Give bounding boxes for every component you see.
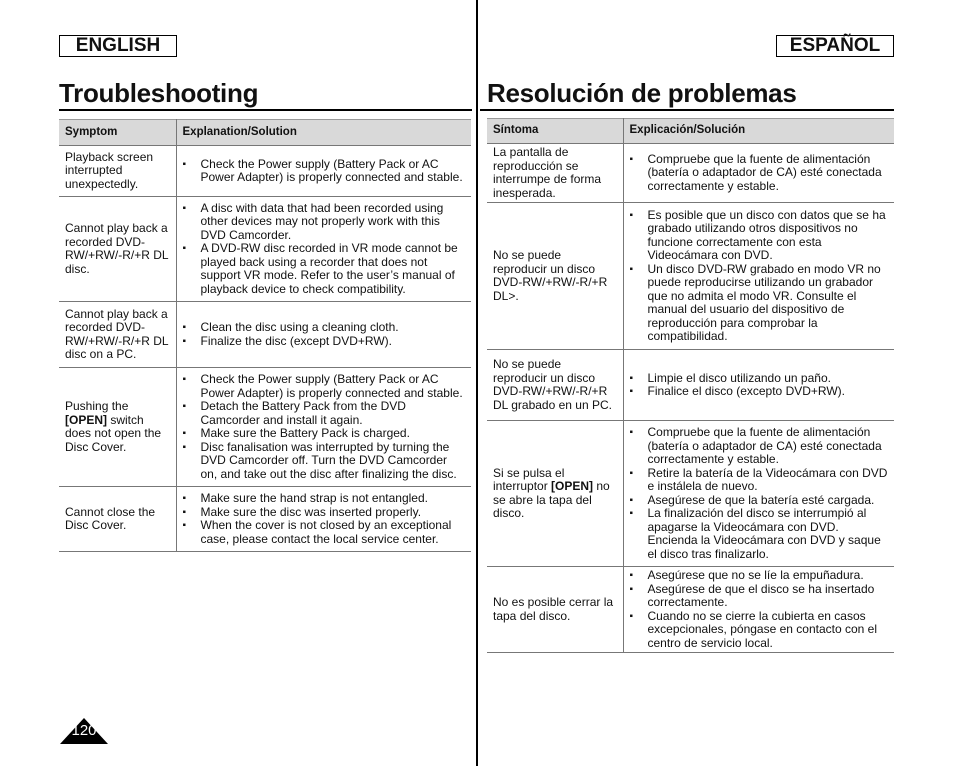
solution-item: ▪ Asegúrese de que el disco se ha insertado correctamente. — [630, 583, 889, 610]
solution-cell — [623, 421, 894, 567]
symptom-text: Playback screen interrupted unexpectedly. — [65, 149, 154, 191]
solution-cell — [623, 567, 894, 653]
solution-list — [183, 373, 466, 481]
solution-item: ▪ Make sure the Battery Pack is charged. — [183, 427, 466, 441]
solution-cell — [176, 302, 471, 368]
table-row — [487, 350, 894, 421]
solution-item: ▪ A DVD-RW disc recorded in VR mode cannot be played back using a recorder that does not support VR mode. Refer to the user’s manual of playback device to check compatibility. — [183, 242, 466, 296]
table-row — [59, 302, 471, 368]
solution-item: ▪ Check the Power supply (Battery Pack or AC Power Adapter) is properly connected and stable. — [183, 373, 466, 400]
solution-cell — [176, 146, 471, 197]
table-row — [487, 421, 894, 567]
symptom-cell — [487, 350, 623, 421]
solution-item: ▪ Compruebe que la fuente de alimentación (batería o adaptador de CA) esté conectada correctamente y estable. — [630, 426, 889, 467]
symptom-cell — [487, 144, 623, 203]
solution-list — [630, 372, 889, 399]
symptom-cell — [487, 203, 623, 350]
solution-list — [183, 158, 466, 185]
title-rule-english — [59, 109, 472, 111]
symptom-cell — [487, 421, 623, 567]
symptom-cell — [59, 368, 176, 487]
table-row — [59, 487, 471, 552]
table-body — [59, 146, 471, 552]
solution-cell — [623, 144, 894, 203]
espanol-label: ESPAÑOL — [776, 35, 894, 57]
table-row — [487, 567, 894, 653]
page-number: 120 — [71, 722, 97, 739]
solution-list — [630, 426, 889, 561]
solution-cell — [176, 197, 471, 302]
solution-cell — [623, 350, 894, 421]
solution-list — [630, 569, 889, 650]
symptom-text: no se abre la tapa del disco. — [493, 479, 610, 520]
solution-list — [630, 209, 889, 344]
solution-list — [183, 492, 466, 546]
troubleshooting-table-spanish — [487, 118, 894, 653]
table-row — [59, 146, 471, 197]
solution-item: ▪ A disc with data that had been recorded using other devices may not properly work with this DVD Camcorder. — [183, 202, 466, 243]
symptom-text: No se puede reproducir un disco DVD-RW/+RW/-R/+R DL>. — [493, 248, 608, 303]
solution-cell — [623, 203, 894, 350]
solution-item: ▪ La finalización del disco se interrumpió al apagarse la Videocámara con DVD. Encienda la Videocámara con DVD y saque el disco tras finalizarlo. — [630, 507, 889, 561]
open-switch-label: [OPEN] — [551, 479, 594, 493]
solution-item: ▪ Cuando no se cierre la cubierta en casos excepcionales, póngase en contacto con el centro de servicio local. — [630, 610, 889, 651]
symptom-cell — [59, 302, 176, 368]
header-symptom: Symptom — [59, 120, 176, 146]
troubleshooting-table-english — [59, 119, 471, 552]
table-body — [487, 144, 894, 653]
solution-item: ▪ Un disco DVD-RW grabado en modo VR no puede reproducirse utilizando un grabador que no admita el modo VR. Consulte el manual del usuario del dispositivo de reproducción para comprobar la compatibilidad. — [630, 263, 889, 344]
symptom-cell — [59, 487, 176, 552]
symptom-cell — [59, 197, 176, 302]
symptom-cell — [59, 146, 176, 197]
table-row — [487, 144, 894, 203]
title-rule-spanish — [480, 109, 894, 111]
page-title-english: Troubleshooting — [59, 78, 259, 108]
symptom-text: No es posible cerrar la tapa del disco. — [493, 595, 614, 623]
page-title-spanish: Resolución de problemas — [487, 78, 797, 108]
header-solucion: Explicación/Solución — [623, 119, 894, 144]
solution-cell — [176, 487, 471, 552]
solution-item: ▪ Detach the Battery Pack from the DVD Camcorder and install it again. — [183, 400, 466, 427]
solution-item: ▪ Clean the disc using a cleaning cloth. — [183, 321, 466, 335]
table-row — [59, 368, 471, 487]
header-solution: Explanation/Solution — [176, 120, 471, 146]
table-row — [487, 203, 894, 350]
solution-item: ▪ Asegúrese que no se líe la empuñadura. — [630, 569, 889, 583]
solution-item: ▪ Asegúrese de que la batería esté cargada. — [630, 494, 889, 508]
symptom-text: No se puede reproducir un disco DVD-RW/+RW/-R/+R DL grabado en un PC. — [493, 357, 612, 412]
symptom-text: La pantalla de reproducción se interrumpe de forma inesperada. — [493, 145, 602, 200]
solution-item: ▪ Compruebe que la fuente de alimentación (batería o adaptador de CA) esté conectada correctamente y estable. — [630, 153, 889, 194]
symptom-text: switch does not open the Disc Cover. — [65, 412, 162, 454]
symptom-cell — [487, 567, 623, 653]
solution-item: ▪ Retire la batería de la Videocámara con DVD e instálela de nuevo. — [630, 467, 889, 494]
solution-item: ▪ When the cover is not closed by an exceptional case, please contact the local service center. — [183, 519, 466, 546]
table-row — [59, 197, 471, 302]
symptom-text: Cannot close the Disc Cover. — [65, 504, 156, 532]
solution-item: ▪ Make sure the hand strap is not entangled. — [183, 492, 466, 506]
solution-item: ▪ Es posible que un disco con datos que se ha grabado utilizando otros dispositivos no funcione correctamente con esta Videocámara con DVD. — [630, 209, 889, 263]
solution-item: ▪ Limpie el disco utilizando un paño. — [630, 372, 889, 386]
center-divider — [476, 0, 478, 766]
solution-item: ▪ Make sure the disc was inserted properly. — [183, 506, 466, 520]
open-switch-label: [OPEN] — [65, 412, 107, 427]
symptom-text: Pushing the — [65, 399, 129, 413]
solution-list — [183, 321, 466, 348]
english-label: ENGLISH — [59, 35, 177, 57]
solution-list — [630, 153, 889, 194]
symptom-text: Cannot play back a recorded DVD-RW/+RW/-R/+R DL disc. — [65, 221, 169, 276]
solution-cell — [176, 368, 471, 487]
solution-item: ▪ Finalize the disc (except DVD+RW). — [183, 335, 466, 349]
solution-item: ▪ Disc fanalisation was interrupted by turning the DVD Camcorder off. Turn the DVD Camcorder on, and take out the disc after finalizing the disc. — [183, 441, 466, 482]
header-sintoma: Síntoma — [487, 119, 623, 144]
symptom-text: Si se pulsa el interruptor — [493, 465, 565, 493]
symptom-text: Cannot play back a recorded DVD-RW/+RW/-R/+R DL disc on a PC. — [65, 306, 169, 361]
solution-list — [183, 202, 466, 297]
solution-item: ▪ Finalice el disco (excepto DVD+RW). — [630, 385, 889, 399]
solution-item: ▪ Check the Power supply (Battery Pack or AC Power Adapter) is properly connected and stable. — [183, 158, 466, 185]
